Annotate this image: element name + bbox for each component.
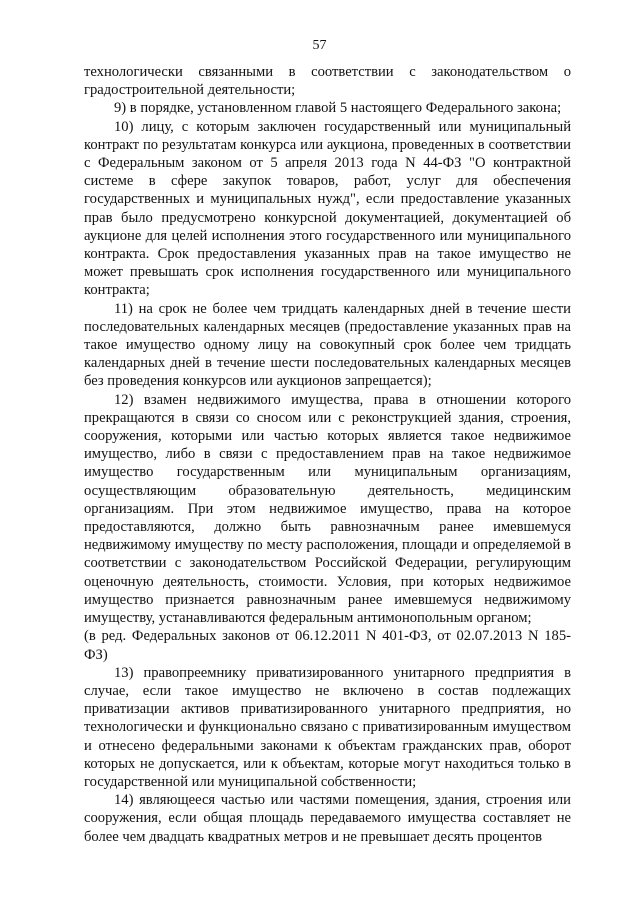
paragraph-item-11: 11) на срок не более чем тридцать календарных дней в течение шести последовательных календарных месяцев (предоставление указанных прав на такое имущество одному лицу на совокупный срок более чем тридцать календарных дней в течение шести последовательных календарных месяцев без проведения конкурсов или аукционов запрещается); xyxy=(84,300,571,390)
amendment-note: (в ред. Федеральных законов от 06.12.2011 N 401-ФЗ, от 02.07.2013 N 185-ФЗ) xyxy=(84,628,571,663)
document-body xyxy=(84,63,571,846)
paragraph-item-13: 13) правопреемнику приватизированного унитарного предприятия в случае, если такое имущество не включено в состав подлежащих приватизации активов приватизированного унитарного предприятия, но технологически и функционально связано с приватизированным имуществом и отнесено федеральными законами к объектам гражданских прав, оборот которых не допускается, или к объектам, которые могут находиться только в государственной или муниципальной собственности; xyxy=(84,664,571,790)
paragraph-item-10: 10) лицу, с которым заключен государственный или муниципальный контракт по результатам конкурса или аукциона, проведенных в соответствии с Федеральным законом от 5 апреля 2013 года N 44-ФЗ "О контрактной системе в сфере закупок товаров, работ, услуг для обеспечения государственных и муниципальных нужд", если предоставление указанных прав было предусмотрено конкурсной документацией, документацией об аукционе для целей исполнения этого государственного или муниципального контракта. Срок предоставления указанных прав на такое имущество не может превышать срок исполнения государственного или муниципального контракта; xyxy=(84,118,571,299)
paragraph-continuation: технологически связанными в соответствии с законодательством о градостроительной деятельности; xyxy=(84,64,571,99)
paragraph-item-9: 9) в порядке, установленном главой 5 настоящего Федерального закона; xyxy=(114,100,562,117)
page-number: 57 xyxy=(312,38,327,53)
paragraph-item-14: 14) являющееся частью или частями помещения, здания, строения или сооружения, если общая площадь передаваемого имущества составляет не более чем двадцать квадратных метров и не превышает десять процентов xyxy=(84,792,571,845)
paragraph-item-12: 12) взамен недвижимого имущества, права в отношении которого прекращаются в связи со сносом или с реконструкцией здания, строения, сооружения, которыми или частью которых является такое недвижимое имущество, либо в связи с предоставлением прав на такое недвижимое имущество государственным или муниципальным организациям, осуществляющим образовательную деятельность, медицинским организациям. При этом недвижимое имущество, права на которое предоставляются, должно быть равнозначным ранее имевшемуся недвижимому имуществу по месту расположения, площади и определяемой в соответствии с законодательством Российской Федерации, регулирующим оценочную деятельность, стоимости. Условия, при которых недвижимое имущество признается равнозначным ранее имевшемуся недвижимому имуществу, устанавливаются федеральным антимонопольным органом; xyxy=(84,391,571,627)
